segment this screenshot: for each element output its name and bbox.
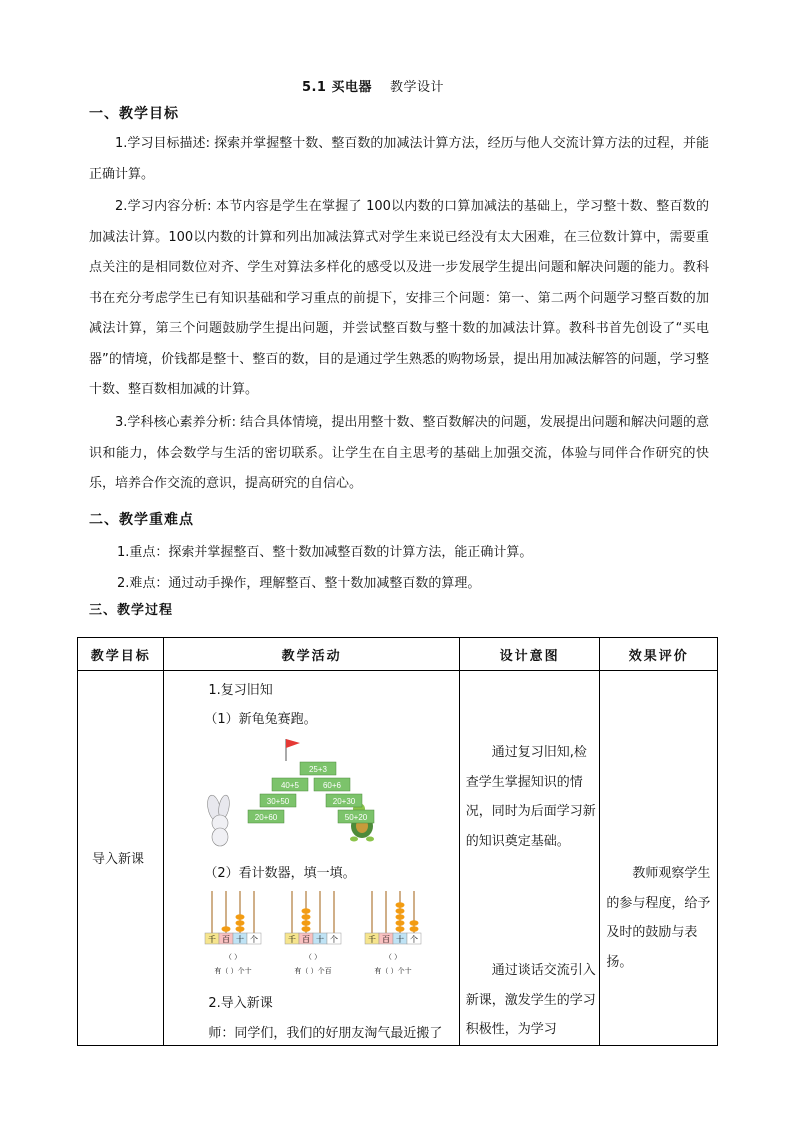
table-header-row [78,638,718,671]
header-goal: 教学目标 [78,638,164,671]
abacus-place-label: 十 [236,935,245,944]
abacus-place-label: 千 [208,935,217,944]
abacus-place-label: 百 [382,935,391,944]
intent-cell [459,671,600,1046]
pyramid-brick-label: 20+30 [333,797,356,806]
pyramid-brick-label: 20+60 [255,813,278,822]
abacus-place-label: 百 [222,935,231,944]
abacus-bead [396,914,405,920]
evaluation-text: 教师观察学生的参与程度，给予及时的鼓励与表扬。 [606,866,711,970]
abacus-place-label: 千 [288,935,297,944]
pyramid-brick-label: 30+50 [267,797,290,806]
race-pyramid-illustration [202,733,442,851]
pyramid-brick [272,778,308,791]
pyramid-brick [260,794,296,807]
intent-intro: 通过谈话交流引入新课，激发学生的学习积极性，为学习 [465,963,596,1037]
abacus-bead [410,926,419,932]
activity-counter-item: （2）看计数器，填一填。 [204,866,356,881]
abacus-bead [302,926,311,932]
pyramid-brick [314,778,350,791]
abacus-bead [222,926,231,932]
abacus-place-label: 十 [316,935,325,944]
pyramid-brick-label: 40+5 [281,781,300,790]
abacus-fill-text: 有（ ）个百 [294,967,333,975]
pyramid-brick [300,762,336,775]
activity-race-item: （1）新龟兔赛跑。 [204,712,317,727]
section2-key-point: 1.重点：探索并掌握整百、整十数加减整百数的计算方法，能正确计算。 [117,545,533,560]
title-main: 5.1 买电器 [301,80,373,95]
activity-review-heading: 1.复习旧知 [208,683,273,698]
abacus-bead [236,926,245,932]
abacus-place-label: 十 [396,935,405,944]
abacus-place-label: 个 [410,935,419,944]
abacus-bead [302,908,311,914]
header-intent: 设计意图 [459,638,600,671]
abacus-counter [285,891,341,975]
section1-heading: 一、教学目标 [89,106,179,122]
pyramid-brick-label: 25+3 [309,765,328,774]
flag-icon [286,739,300,761]
abacus-bead [410,920,419,926]
evaluation-cell [600,671,718,1046]
section1-paragraph-2: 2.学习内容分析: 本节内容是学生在掌握了 100以内数的口算加减法的基础上，学习整十数、整百数的加减法计算。100以内数的计算和列出加减法算式对学生来说已经没有太大困难，在三位数计算中，需要重点关注的是相同数位对齐、学生对算法多样化的感受以及进一步发展学生提出问题和解决问题的能力。教科书在充分考虑学生已有知识基础和学习重点的前提下，安排三个问题：第一、第二两个问题学习整百数的加减法计算，第三个问题鼓励学生提出问题，并尝试整百数与整十数的加减法计算。教科书首先创设了“买电器”的情境，价钱都是整十、整百的数，目的是通过学生熟悉的购物场景，提出用加减法解答的问题，学习整十数、整百数相加减的计算。 [89,199,709,397]
abacus-blank: （ ） [225,953,242,961]
section1-paragraph-1: 1.学习目标描述: 探索并掌握整十数、整百数的加减法计算方法，经历与他人交流计算方法的过程，并能正确计算。 [89,136,709,182]
abacus-bead [236,920,245,926]
abacus-bead [236,914,245,920]
pyramid-brick [338,810,374,823]
abacus-place-label: 个 [330,935,339,944]
abacus-bead [396,908,405,914]
abacus-bead [302,920,311,926]
abacus-illustration [204,889,444,981]
pyramid-brick [326,794,362,807]
abacus-blank: （ ） [305,953,322,961]
abacus-place-label: 千 [368,935,377,944]
abacus-bead [396,902,405,908]
pyramid-brick-label: 60+6 [323,781,342,790]
section3-heading: 三、教学过程 [89,603,174,618]
pyramid-brick [248,810,284,823]
abacus-bead [396,926,405,932]
activity-intro-heading: 2.导入新课 [208,996,273,1011]
document-title [0,76,746,95]
abacus-place-label: 个 [250,935,259,944]
abacus-bead [396,920,405,926]
section2-heading: 二、教学重难点 [89,512,194,528]
goal-cell [78,671,164,1046]
rabbit-icon [206,794,232,846]
section2-difficulty: 2.难点：通过动手操作，理解整百、整十数加减整百数的算理。 [117,576,481,591]
table-row [78,671,718,1046]
abacus-fill-text: 有（ ）个十 [214,967,253,975]
pyramid-brick-label: 50+20 [345,813,368,822]
abacus-blank: （ ） [385,953,402,961]
teaching-process-table [77,637,718,1046]
section1-paragraph-3: 3.学科核心素养分析: 结合具体情境，提出用整十数、整百数解决的问题，发展提出问题和解决问题的意识和能力，体会数学与生活的密切联系。让学生在自主思考的基础上加强交流，体验与同伴合作研究的快乐，培养合作交流的意识，提高研究的自信心。 [89,415,709,491]
header-activity: 教学活动 [164,638,459,671]
abacus-counter [205,891,261,975]
abacus-bead [302,914,311,920]
abacus-counter [365,891,421,975]
title-sub: 教学设计 [390,80,445,95]
goal-text: 导入新课 [92,852,145,867]
abacus-place-label: 百 [302,935,311,944]
header-evaluation: 效果评价 [600,638,718,671]
activity-cell [164,671,459,1046]
intent-review: 通过复习旧知,检查学生掌握知识的情况，同时为后面学习新的知识奠定基础。 [465,745,596,849]
abacus-fill-text: 有（ ）个十 [374,967,413,975]
activity-teacher-line-1: 师：同学们，我们的好朋友淘气最近搬了 [208,1026,443,1041]
